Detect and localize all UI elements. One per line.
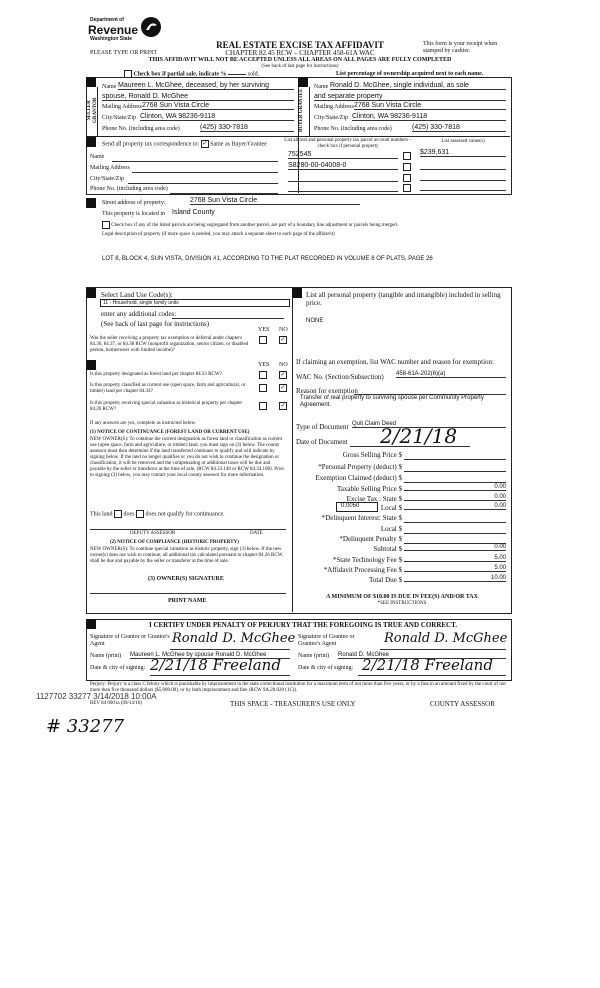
seller-mail-label: Mailing Address xyxy=(102,104,142,110)
no-header-2: NO xyxy=(279,362,288,368)
located-label: This property is located in xyxy=(102,211,165,217)
subtotal-label: Subtotal $ xyxy=(373,545,402,553)
street-label: Street address of property: xyxy=(102,200,166,206)
land-qualify-row xyxy=(90,510,225,518)
see-back-note: (See back of last page for instructions) xyxy=(261,64,339,69)
parcel-2[interactable]: S8280-00-04008-0 xyxy=(288,162,398,170)
seller-mail[interactable]: 2768 Sun Vista Circle xyxy=(142,102,294,110)
reason-label: Reason for exemption xyxy=(296,387,358,395)
taxable-value[interactable]: 0.00 xyxy=(404,484,506,491)
logo-line3: Washington State xyxy=(90,36,133,42)
local-rate[interactable]: 0.0050 xyxy=(336,502,378,512)
taxable-label: Taxable Selling Price $ xyxy=(336,485,402,493)
current-no-checkbox[interactable]: ✓ xyxy=(280,385,286,391)
certify-statement: I CERTIFY UNDER PENALTY OF PERJURY THAT THE FOREGOING IS TRUE AND CORRECT. xyxy=(148,621,457,629)
assessed-header: List assessed value(s) xyxy=(441,139,485,144)
corr-phone-label: Phone No. (including area code) xyxy=(90,186,168,192)
legal-description[interactable]: LOT 8, BLOCK 4, SUN VISTA, DIVISION #1, ACCORDING TO THE PLAT RECORDED IN VOLUME 8 OF PLATS, PAGE 26 xyxy=(102,256,433,262)
logo-line1: Department of xyxy=(90,17,124,23)
parcel-3-checkbox[interactable] xyxy=(403,174,411,182)
grantor-date-label: Date & city of signing: xyxy=(90,665,146,671)
grantor-signature[interactable]: Ronald D. McGhee xyxy=(172,631,296,646)
treasurer-note: THIS SPACE - TREASURER'S USE ONLY xyxy=(230,700,356,708)
sold-label: sold. xyxy=(247,71,260,78)
section-7-marker xyxy=(292,288,302,298)
corr-name-field[interactable] xyxy=(112,160,278,162)
print-name-label: PRINT NAME xyxy=(168,598,207,604)
does-label: does xyxy=(123,511,135,518)
parcel-3[interactable] xyxy=(288,180,398,182)
section-6-marker xyxy=(86,360,96,370)
current-use-question: Is this property classified as current use (open space, farm and agricultural, or timber) land per chapter 84.34? xyxy=(90,383,246,394)
rev-number: REV 84 0001a (09/14/16) xyxy=(90,701,142,706)
land-use-label: Select Land Use Code(s): xyxy=(101,291,173,299)
grantee-print-label: Name (print) xyxy=(298,653,330,659)
buyer-side-label: BUYER GRANTEE xyxy=(299,88,304,132)
grantor-print-label: Name (print) xyxy=(90,653,122,659)
same-as-buyer-checkbox[interactable]: ✓ xyxy=(202,141,208,147)
total-value[interactable]: 10.00 xyxy=(404,575,506,582)
parcels-header: List all real and personal property tax parcel account numbers – check box if personal property xyxy=(284,138,412,149)
form-warning: THIS AFFIDAVIT WILL NOT BE ACCEPTED UNLESS ALL AREAS ON ALL PAGES ARE FULLY COMPLETED xyxy=(148,57,452,63)
assessed-3[interactable] xyxy=(420,179,506,181)
additional-codes-field[interactable] xyxy=(172,317,284,319)
land-use-code[interactable]: 11 - Household, single family units xyxy=(100,299,290,307)
minimum-note: A MINIMUM OF $10.00 IS DUE IN FEE(S) AND/OR TAX xyxy=(326,594,478,600)
seller-name-line2[interactable]: spouse, Ronald D. McGhee xyxy=(102,93,294,101)
local-value[interactable]: 0.00 xyxy=(404,503,506,510)
exemption-label: If claiming an exemption, list WAC number and reason for exemption: xyxy=(296,358,494,366)
seller-phone[interactable]: (425) 330-7818 xyxy=(200,124,294,132)
land-use-see-back: (See back of last page for instructions) xyxy=(101,320,210,328)
buyer-city[interactable]: Clinton, WA 98236-9118 xyxy=(352,113,506,121)
grantee-signature[interactable]: Ronald D. McGhee xyxy=(384,631,508,646)
county-assessor-label: COUNTY ASSESSOR xyxy=(430,700,495,708)
section-4-marker xyxy=(86,198,96,208)
land-does-not-checkbox[interactable] xyxy=(136,510,144,518)
parcel-1[interactable]: 752545 xyxy=(288,151,398,159)
no-header-1: NO xyxy=(279,327,288,333)
grantor-print-name[interactable]: Maureen L. McGhee by spouse Ronald D. McGhee xyxy=(130,652,290,659)
doc-date[interactable]: 2/21/18 xyxy=(380,424,458,448)
section-3-marker xyxy=(86,137,96,147)
handwritten-number: # 33277 xyxy=(46,716,125,737)
forest-question: Is this property designated as forest land per chapter 84.33 RCW? xyxy=(90,372,222,377)
if-yes-note: If any answers are yes, complete as instructed below. xyxy=(90,421,197,426)
revenue-logo xyxy=(88,14,166,46)
corr-phone-field[interactable] xyxy=(170,192,278,194)
delinq-local-label: Local $ xyxy=(380,525,402,533)
segregated-checkbox[interactable] xyxy=(102,221,110,229)
doc-type[interactable]: Quit Claim Deed xyxy=(352,421,506,428)
parcel-2-checkbox[interactable] xyxy=(403,163,411,171)
delinq-local-field[interactable] xyxy=(404,532,506,534)
current-yes-checkbox[interactable] xyxy=(259,384,267,392)
parcel-1-checkbox[interactable] xyxy=(403,152,411,160)
corr-mail-label: Mailing Address xyxy=(90,165,130,171)
deferral-no-checkbox[interactable]: ✓ xyxy=(280,337,286,343)
corr-city-field[interactable] xyxy=(128,182,278,184)
this-land-label: This land xyxy=(90,511,113,518)
tech-fee-label: *State Technology Fee $ xyxy=(332,556,402,564)
deferral-question: Was the seller receiving a property tax exemption or deferral under chapters 84.36, 84.37, or 84.38 RCW (nonprofit organization, senior citizen, or disabled person, homeowner with limited income)? xyxy=(90,336,249,353)
segregated-row xyxy=(102,221,502,229)
deputy-label: DEPUTY ASSESSOR xyxy=(130,531,176,536)
buyer-name-label: Name xyxy=(314,84,329,90)
affidavit-fee-label: *Affidavit Processing Fee $ xyxy=(323,566,402,574)
buyer-phone[interactable]: (425) 330-7818 xyxy=(412,124,506,132)
section-2-marker xyxy=(298,77,308,87)
form-title: REAL ESTATE EXCISE TAX AFFIDAVIT xyxy=(216,40,384,50)
see-instructions: *SEE INSTRUCTIONS xyxy=(377,601,427,606)
buyer-name-line2[interactable]: and separate property xyxy=(314,93,506,101)
historic-question: Is this property receiving special valuation as historical property per chapter 84.26 RCW? xyxy=(90,401,243,412)
deputy-signature-line[interactable] xyxy=(90,528,286,530)
total-label: Total Due $ xyxy=(369,576,402,584)
doc-type-label: Type of Document xyxy=(296,423,349,431)
excise-state-value[interactable]: 0.00 xyxy=(404,494,506,501)
tax-corr-row xyxy=(102,140,267,148)
yes-header-1: YES xyxy=(258,327,270,333)
buyer-city-label: City/State/Zip xyxy=(314,115,348,121)
delinq-state-label: *Delinquent Interest: State $ xyxy=(321,514,402,522)
exemption-field[interactable] xyxy=(404,481,506,483)
seller-city[interactable]: Clinton, WA 98236-9118 xyxy=(140,113,294,121)
logo-mark-icon xyxy=(140,16,162,38)
exemption-claimed-label: Exemption Claimed (deduct) $ xyxy=(315,474,402,482)
compliance-title: (2) NOTICE OF COMPLIANCE (HISTORIC PROPERTY) xyxy=(110,540,239,545)
gross-field[interactable] xyxy=(404,458,506,460)
tax-corr-label: Send all property tax correspondence to: xyxy=(102,141,200,148)
local-label: Local $ xyxy=(380,504,402,512)
form-subtitle: CHAPTER 82.45 RCW – CHAPTER 458-61A WAC xyxy=(225,49,375,57)
continuance-title: (1) NOTICE OF CONTINUANCE (FOREST LAND OR CURRENT USE) xyxy=(90,430,250,435)
grantor-date-city[interactable]: 2/21/18 Freeland xyxy=(150,656,281,674)
segregated-label: Check box if any of the listed parcels are being segregated from another parcel, are part of a boundary line adjustment or parcels being merged. xyxy=(111,223,398,229)
assessed-4[interactable] xyxy=(420,189,506,191)
seller-side-label: SELLER GRANTOR xyxy=(87,97,98,123)
corr-mail-field[interactable] xyxy=(132,171,278,173)
personal-field[interactable] xyxy=(404,470,506,472)
receipt-note: This form is your receipt when stamped by cashier. xyxy=(423,41,498,54)
tech-fee-value[interactable]: 5.00 xyxy=(404,555,506,562)
grantee-sig-label: Signature of Grantee or Grantee's Agent xyxy=(298,634,355,647)
recording-stamp: 1127702 33277 3/14/2018 10:00A xyxy=(36,692,157,701)
seller-phone-label: Phone No. (including area code) xyxy=(102,126,180,132)
property-county[interactable]: Island County xyxy=(172,209,215,216)
reason-text[interactable]: Transfer of real property to surviving spouse per Community Property Agreement. xyxy=(300,395,484,408)
grantee-date-label: Date & city of signing: xyxy=(298,665,354,671)
affidavit-fee-value[interactable]: 5.00 xyxy=(404,565,506,572)
historic-no-checkbox[interactable]: ✓ xyxy=(280,403,286,409)
does-not-label: does not xyxy=(145,511,166,518)
forest-yes-checkbox[interactable] xyxy=(259,371,267,379)
deferral-yes-checkbox[interactable] xyxy=(259,336,267,344)
grantee-date-city[interactable]: 2/21/18 Freeland xyxy=(362,656,493,674)
wac-number[interactable]: 458-61A-202(6)(a) xyxy=(396,371,506,378)
land-does-checkbox[interactable] xyxy=(114,510,122,518)
section-8-marker xyxy=(86,619,96,629)
yes-header-2: YES xyxy=(258,362,270,368)
forest-no-checkbox[interactable]: ✓ xyxy=(280,372,286,378)
personal-property-label: List all personal property (tangible and intangible) included in selling price. xyxy=(306,291,501,307)
delinq-state-field[interactable] xyxy=(404,521,506,523)
seller-name[interactable]: Maureen L. McGhee, deceased, by her surviving xyxy=(118,82,294,90)
grantor-sig-label: Signature of Grantor or Grantor's Agent xyxy=(90,634,170,647)
section-5-marker xyxy=(86,288,96,298)
buyer-mail-label: Mailing Address xyxy=(314,104,354,110)
doc-date-label: Date of Document xyxy=(296,438,348,446)
parcel-4[interactable] xyxy=(288,190,398,192)
buyer-name[interactable]: Ronald D. McGhee, single individual, as sole xyxy=(330,82,506,90)
corr-city-label: City/State/Zip xyxy=(90,176,124,182)
logo-line2: Revenue xyxy=(88,23,139,37)
owner-signature-line[interactable] xyxy=(90,592,286,594)
gross-label: Gross Selling Price $ xyxy=(342,451,402,459)
buyer-mail[interactable]: 2768 Sun Vista Circle xyxy=(354,102,506,110)
compliance-text: NEW OWNER(S): To continue special valuation as historic property, sign (3) below. If the new owner(s) does not wish to continue, all additional tax calculated pursuant to chapter 84.26 RCW, shall be due and payable by the seller or transferor at the time of sale. xyxy=(90,547,284,564)
property-street[interactable]: 2768 Sun Vista Circle xyxy=(190,197,360,205)
deputy-date-label: DATE xyxy=(250,531,263,536)
corr-name-label: Name xyxy=(90,154,105,160)
same-as-buyer-label: Same as Buyer/Grantee xyxy=(210,141,267,148)
ownership-note: List percentage of ownership acquired next to each name. xyxy=(336,71,484,77)
delinq-penalty-label: *Delinquent Penalty $ xyxy=(339,535,402,543)
excise-state-label: Excise Tax : State $ xyxy=(346,495,402,503)
qualify-label: qualify for continuance. xyxy=(167,511,225,518)
personal-label: *Personal Property (deduct) $ xyxy=(318,463,402,471)
partial-sale-label: Check box if partial sale, indicate % xyxy=(133,71,227,78)
legal-label: Legal description of property (if more space is needed, you may attach a separate sheet to each page of the affidavit) xyxy=(102,232,335,237)
wac-label: WAC No. (Section/Subsection) xyxy=(296,373,384,381)
parcel-4-checkbox[interactable] xyxy=(403,184,411,192)
owner-signature-label: (3) OWNER(S) SIGNATURE xyxy=(148,576,224,582)
assessed-1[interactable]: $239,631 xyxy=(420,149,506,157)
subtotal-value[interactable]: 0.00 xyxy=(404,544,506,551)
please-type: PLEASE TYPE OR PRINT xyxy=(90,50,158,56)
additional-codes-label: enter any additional codes: xyxy=(101,310,177,318)
continuance-text: NEW OWNER(S): To continue the current designation as forest land or classification as current use (open space, farm and agriculture, or timber) land, you must sign on (3) below. The county assessor must then determine if the land transferred continues to qualify and will indicate by signing below. If the land no longer qualifies or you do not wish to continue the designation or classification, it will be removed and the compensating or additional taxes will be due and payable by the seller or transferor at the time of sale. (RCW 84.33.140 or RCW 84.34.108). Prior to signing (3) below, you may contact your local county assessor for more information. xyxy=(90,437,285,478)
buyer-phone-label: Phone No. (including area code) xyxy=(314,126,392,132)
section-1-marker xyxy=(86,77,96,87)
personal-property-value[interactable]: NONE xyxy=(306,318,324,324)
perjury-note: Perjury: Perjury is a class C felony which is punishable by imprisonment in the state correctional institution for a maximum term of not more than five years, or by a fine in an amount fixed by the court of not more than five thousand dollars ($5,000.00), or by both imprisonment and fine (RCW 9A.20.020 (1C)). xyxy=(90,682,506,693)
seller-name-label: Name xyxy=(102,84,117,90)
historic-yes-checkbox[interactable] xyxy=(259,402,267,410)
assessed-2[interactable] xyxy=(420,168,506,170)
grantee-print-name[interactable]: Ronald D. McGhee xyxy=(338,652,506,659)
seller-city-label: City/State/Zip xyxy=(102,115,136,121)
